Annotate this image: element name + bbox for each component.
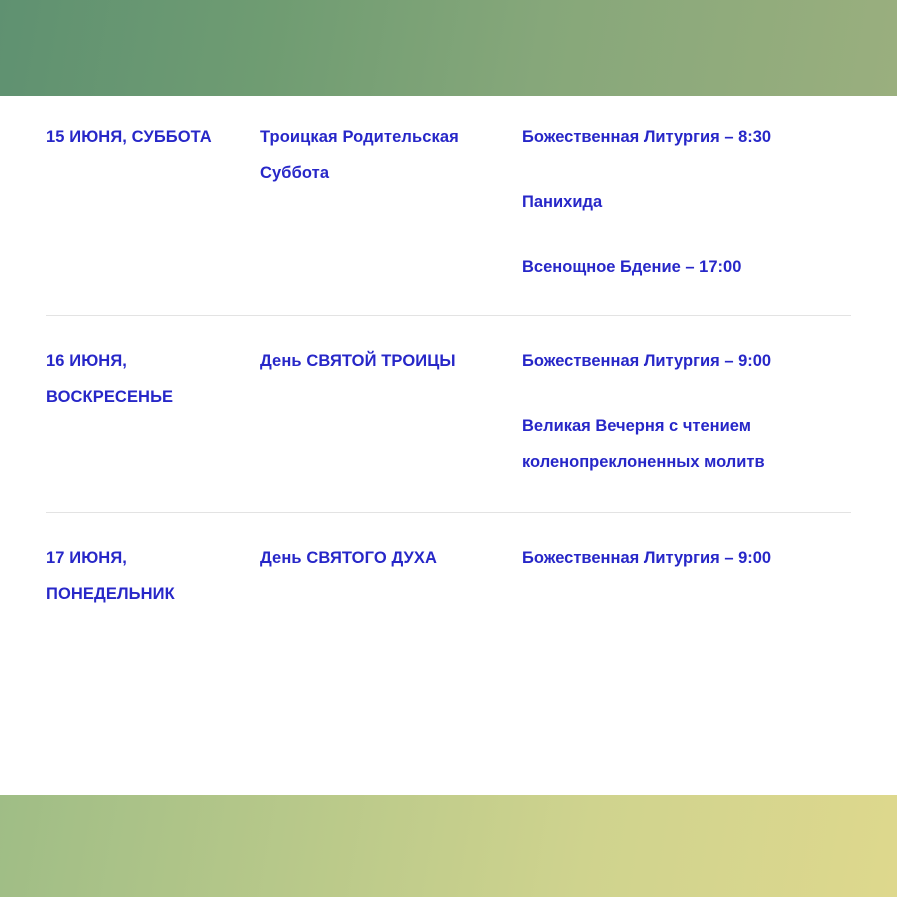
service-entry: Божественная Литургия – 8:30 bbox=[522, 128, 772, 146]
schedule-feast-cell bbox=[260, 119, 522, 285]
schedule-date-cell bbox=[46, 343, 260, 480]
schedule-feast-text: Троицкая Родительская Суббота bbox=[260, 128, 459, 182]
service-entry: Божественная Литургия – 9:00 bbox=[522, 352, 772, 370]
schedule-services-cell bbox=[522, 540, 851, 612]
schedule-feast-text: День СВЯТОГО ДУХА bbox=[260, 549, 438, 567]
schedule-services-cell bbox=[522, 119, 851, 285]
schedule-date-text: 17 ИЮНЯ, ПОНЕДЕЛЬНИК bbox=[46, 549, 175, 603]
schedule-row bbox=[46, 96, 851, 316]
service-entry: Панихида bbox=[522, 193, 603, 211]
schedule-feast-cell bbox=[260, 540, 522, 612]
service-entry: Великая Вечерня с чтением коленопреклоненных молитв bbox=[522, 417, 765, 471]
schedule-content bbox=[0, 96, 897, 795]
service-entry: Божественная Литургия – 9:00 bbox=[522, 549, 772, 567]
schedule-row bbox=[46, 316, 851, 513]
schedule-feast-text: День СВЯТОЙ ТРОИЦЫ bbox=[260, 352, 456, 370]
schedule-date-cell bbox=[46, 540, 260, 612]
schedule-row bbox=[46, 513, 851, 622]
schedule-feast-cell bbox=[260, 343, 522, 480]
schedule-date-text: 16 ИЮНЯ, ВОСКРЕСЕНЬЕ bbox=[46, 352, 174, 406]
schedule-date-cell bbox=[46, 119, 260, 285]
bottom-decorative-band bbox=[0, 795, 897, 897]
service-entry: Всенощное Бдение – 17:00 bbox=[522, 258, 742, 276]
schedule-date-text: 15 ИЮНЯ, СУББОТА bbox=[46, 128, 212, 146]
top-decorative-band bbox=[0, 0, 897, 96]
schedule-services-cell bbox=[522, 343, 851, 480]
